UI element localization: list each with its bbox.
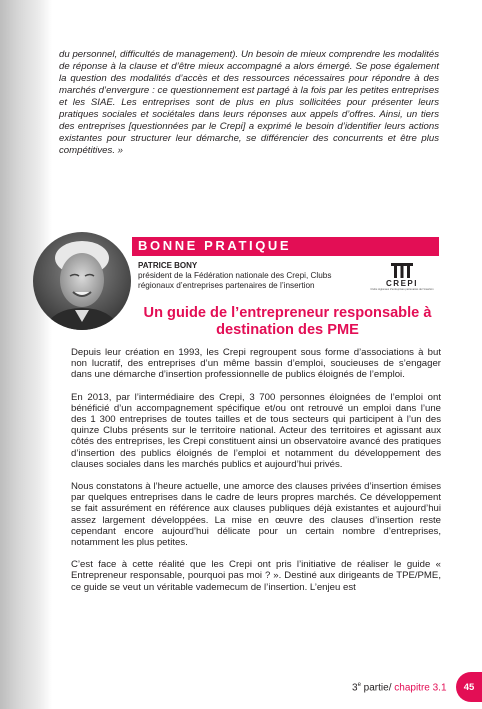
footer-part-sup: e: [357, 682, 361, 688]
crepi-logo-tagline: Clubs régionaux d'entreprises partenaires de l'insertion: [370, 288, 434, 291]
footer-part-number: 3: [352, 682, 358, 694]
intro-quote-paragraph: du personnel, difficultés de management). Un besoin de mieux comprendre les modalités de réponse à la clause et d’être mieux accompagné a alors émergé. Se pose également la question des modalités d’accès et des ressources nécessaires pour répondre à des marchés d’envergure : ce questionnement est partagé à la fois par les petites entreprises et les SIAE. Les entreprises sont de plus en plus sollicitées pour présenter leurs pratiques sociales et sociétales dans leurs réponses aux appels d’offres. Ainsi, un tiers des entreprises [questionnées par le Crepi] a exprimé le besoin d’identifier leurs actions existantes pour structurer leur démarche, se différencier des concurrents et être plus compétitives. »: [59, 49, 439, 157]
page-number-badge: 45: [456, 672, 482, 702]
footer-chapter: chapitre 3.1: [394, 682, 447, 694]
crepi-logo: [367, 263, 437, 297]
body-paragraph: En 2013, par l’intermédiaire des Crepi, 3 700 personnes éloignées de l’emploi ont bénéficié d’un accompagnement spécifique et/ou ont retrouvé un emploi dans l’une des 1 300 entreprises de toutes tailles et de tous secteurs qui participent à l’un des quinze Clubs présents sur le territoire national. Acteur des territoires et agissant aux côtés des entreprises, les Crepi constituent ainsi un observatoire avancé des pratiques d’insertion des publics éloignés de l’emploi et notamment du développement des clauses sociales dans les marchés publics et aujourd’hui privés.: [71, 391, 441, 470]
body-paragraph: C’est face à cette réalité que les Crepi ont pris l’initiative de réaliser le guide « Entrepreneur responsable, pourquoi pas moi ? ». Destiné aux dirigeants de TPE/PME, ce guide se veut un véritable vademecum de l’insertion. L’enjeu est: [71, 559, 441, 593]
bonne-pratique-label: BONNE PRATIQUE: [138, 238, 292, 253]
article-body: [71, 347, 441, 604]
body-paragraph: Depuis leur création en 1993, les Crepi regroupent sous forme d’associations à but non lucratif, des entreprises d’un même bassin d’emploi, soucieuses de s’engager dans une démarche d’insertion professionnelle de publics éloignés de l’emploi.: [71, 347, 441, 381]
footer-part-label: partie/: [360, 682, 395, 694]
author-role: président de la Fédération nationale des Crepi, Clubs régionaux d’entreprises partenaires de l’insertion: [138, 271, 332, 290]
footer-section-label: [352, 682, 447, 693]
author-name: PATRICE BONY: [138, 261, 198, 270]
guide-title: Un guide de l’entrepreneur responsable à destination des PME: [143, 305, 432, 338]
page-fold-shadow: [0, 0, 52, 709]
body-paragraph: Nous constatons à l’heure actuelle, une amorce des clauses privées d’insertion émises par quelques entreprises dans le cadre de leurs propres marchés. Ce développement se fait assurément en référence aux clauses publiques déjà existantes et aujourd’hui assez largement développées. La mise en œuvre des clauses d’insertion reste cependant encore aujourd’hui délicate pour un certain nombre d’entreprises, notamment les plus petites.: [71, 481, 441, 549]
author-photo: [33, 232, 131, 330]
crepi-logo-word: CREPI: [386, 279, 418, 288]
